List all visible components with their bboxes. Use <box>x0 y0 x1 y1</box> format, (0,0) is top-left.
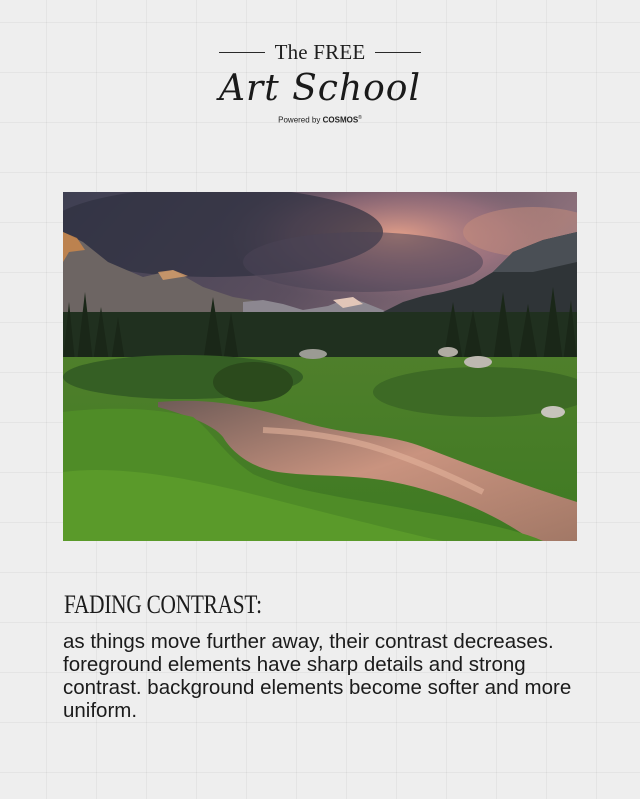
logo-rule-right <box>375 52 421 53</box>
section-body: as things move further away, their contrast decreases. foreground elements have sharp details and strong contrast. background elements become softer and more uniform. <box>63 630 572 722</box>
section-heading: FADING CONTRAST: <box>64 590 262 619</box>
logo-script-title: Art School <box>219 68 421 109</box>
powered-mark: ® <box>358 115 362 121</box>
logo-top-line <box>0 40 640 65</box>
logo <box>0 40 640 125</box>
powered-by <box>0 115 640 125</box>
landscape-photo <box>63 192 577 541</box>
logo-rule-left <box>219 52 265 53</box>
powered-prefix: Powered by <box>278 115 321 125</box>
logo-title: The FREE <box>274 40 366 64</box>
powered-brand: COSMOS <box>322 115 359 125</box>
